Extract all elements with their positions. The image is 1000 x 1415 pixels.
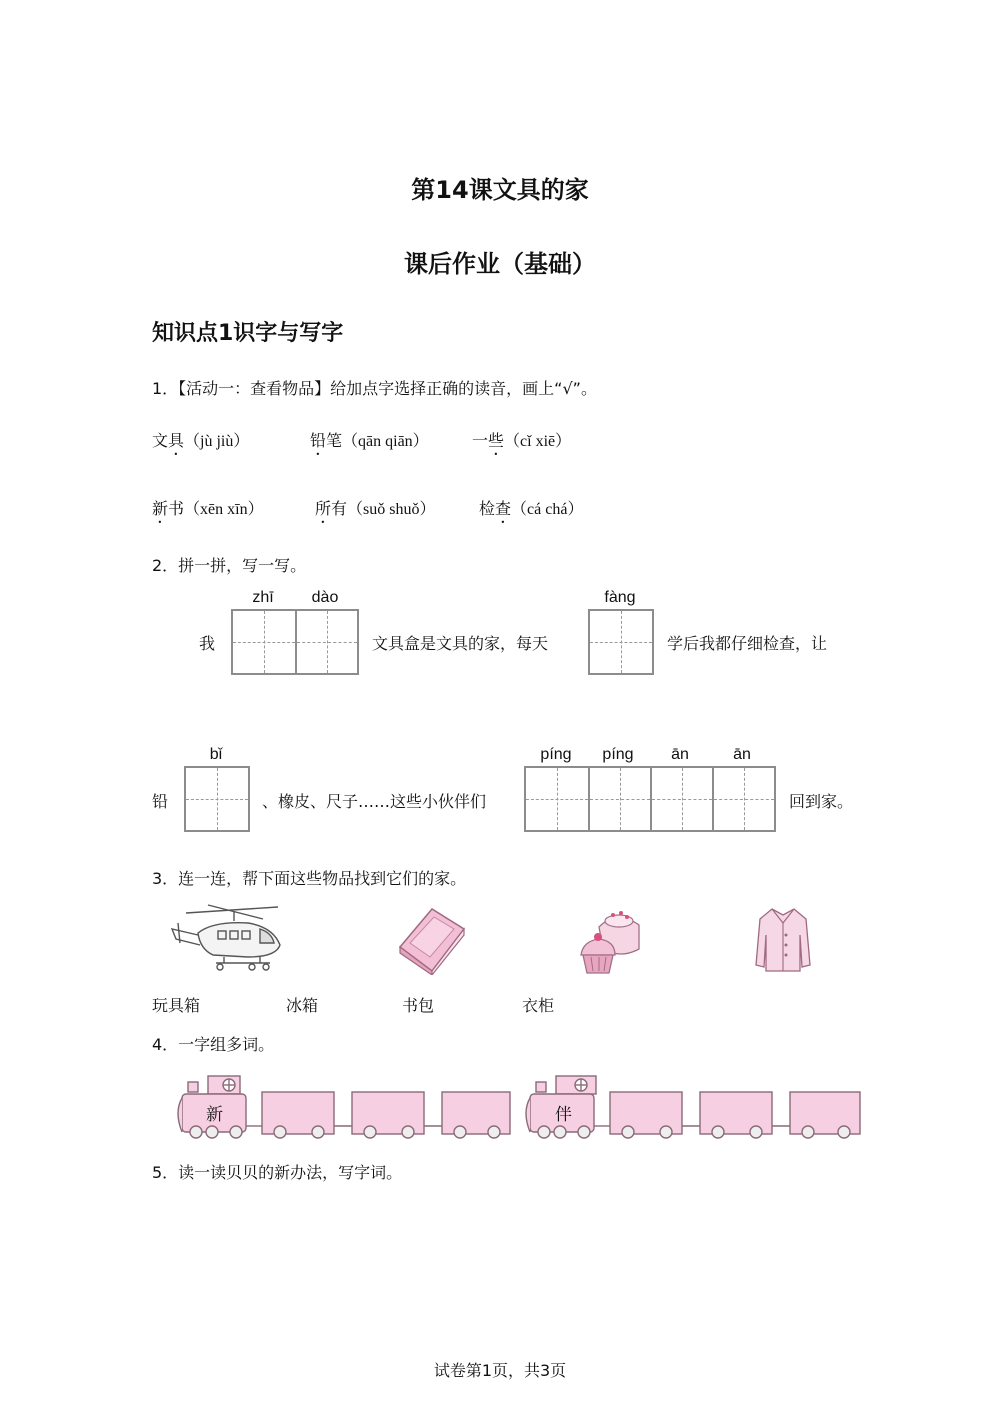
dotted-char: 些 [488,431,505,450]
question-5-prompt: 5．读一读贝贝的新办法，写字词。 [152,1163,403,1182]
q1-item-text: 检 [479,499,496,518]
home-label: 书包 [402,996,435,1015]
helicopter-image [168,903,283,975]
q1-item-text: 文 [152,431,169,450]
writing-cell[interactable] [526,768,588,830]
pinyin-label: píng [602,746,634,763]
q1-item-text: 一 [472,431,489,450]
page-footer: 试卷第1页，共3页 [433,1361,567,1380]
question-3-prompt: 3．连一连，帮下面这些物品找到它们的家。 [152,869,467,888]
sentence-text: 、橡皮、尺子……这些小伙伴们 [262,792,487,811]
home-label: 玩具箱 [152,996,201,1015]
pinyin-label: ān [671,746,689,763]
pinyin-label: bǐ [209,746,223,763]
cake-image [577,905,645,977]
writing-cell[interactable] [295,611,357,673]
writing-cell[interactable] [712,768,774,830]
sentence-text: 文具盒是文具的家，每天 [372,634,549,653]
pinyin-options: （jù jiù） [184,433,250,450]
page-subtitle: 课后作业（基础） [404,250,596,278]
question-4-prompt: 4．一字组多词。 [152,1035,275,1054]
q1-item-text: 笔 [326,431,343,450]
writing-cell[interactable] [233,611,295,673]
q1-item [310,428,429,459]
pinyin-options: （suǒ shuǒ） [347,501,436,518]
dotted-char: 具 [168,431,185,450]
dotted-char: 新 [152,499,169,518]
writing-cell[interactable] [186,768,248,830]
coat-image [754,905,812,975]
q1-item [315,496,436,527]
train-character: 新 [206,1105,223,1125]
train-character: 伴 [555,1105,572,1125]
q1-item [152,496,264,527]
page-title: 第14课文具的家 [411,176,589,204]
book-image [396,905,468,975]
question-1-prompt: 1．【活动一：查看物品】给加点字选择正确的读音，画上“√”。 [152,379,597,398]
writing-cell[interactable] [590,611,652,673]
pinyin-label: píng [540,746,572,763]
writing-grid[interactable] [184,766,250,832]
pinyin-options: （cá chá） [511,501,584,518]
q1-item [479,496,583,527]
train-image [172,1074,512,1144]
dotted-char: 铅 [310,431,327,450]
dotted-char: 所 [315,499,332,518]
sentence-text: 铅 [152,792,169,811]
writing-grid[interactable] [588,609,654,675]
home-label: 冰箱 [286,996,319,1015]
question-2-prompt: 2．拼一拼，写一写。 [152,556,307,575]
writing-grid[interactable] [524,766,776,832]
dotted-char: 查 [495,499,512,518]
q1-item-text: 书 [168,499,185,518]
sentence-text: 学后我都仔细检查，让 [667,634,828,653]
q1-item [472,428,571,459]
q1-item-text: 有 [331,499,348,518]
pinyin-options: （qān qiān） [342,433,429,450]
pinyin-label: fàng [604,589,636,606]
writing-grid[interactable] [231,609,359,675]
sentence-text: 回到家。 [789,792,854,811]
pinyin-label: ān [733,746,751,763]
pinyin-options: （xēn xīn） [184,501,264,518]
q1-item [152,428,249,459]
pinyin-options: （cǐ xiē） [504,433,572,450]
writing-cell[interactable] [650,768,712,830]
pinyin-label: zhī [252,589,274,606]
pinyin-label: dào [311,589,339,606]
sentence-text: 我 [199,634,216,653]
section-heading: 知识点1识字与写字 [152,321,344,346]
writing-cell[interactable] [588,768,650,830]
home-label: 衣柜 [522,996,555,1015]
